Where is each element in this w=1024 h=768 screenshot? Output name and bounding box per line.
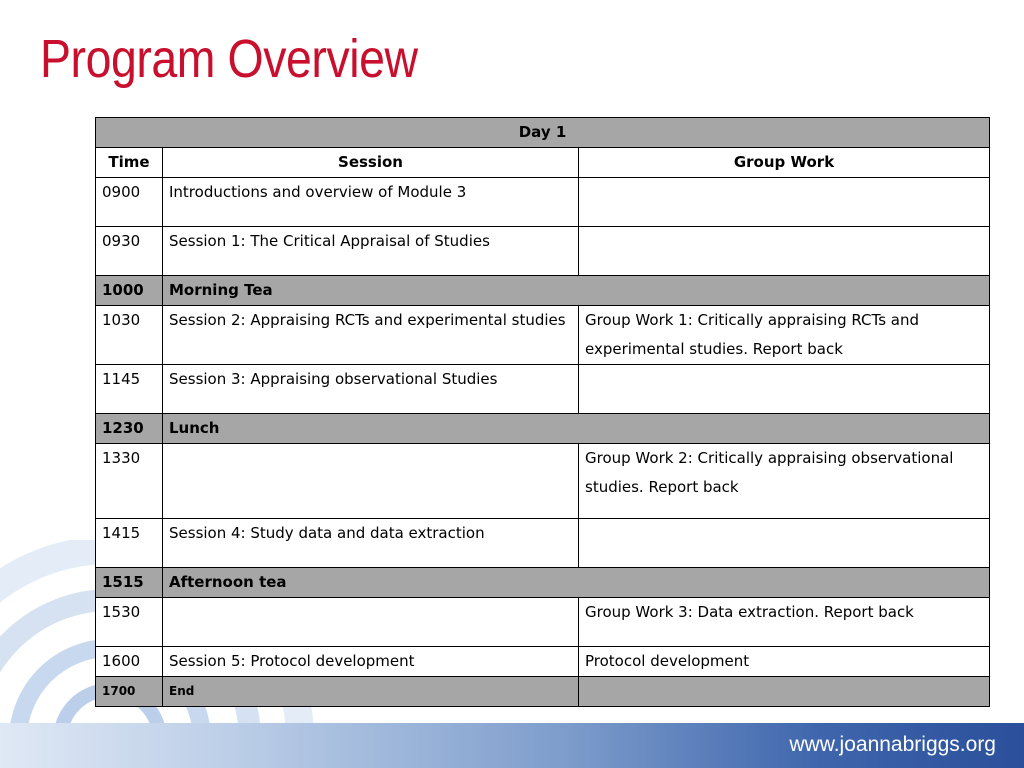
group-work-cell: Group Work 3: Data extraction. Report back — [579, 598, 990, 647]
time-cell: 1415 — [96, 519, 163, 568]
time-cell: 0930 — [96, 227, 163, 276]
break-label: Lunch — [163, 414, 990, 444]
column-header-row — [96, 148, 990, 178]
time-cell: 1700 — [96, 677, 163, 707]
group-work-cell — [579, 227, 990, 276]
time-cell: 1145 — [96, 365, 163, 414]
session-cell: Session 1: The Critical Appraisal of Studies — [163, 227, 579, 276]
session-cell — [163, 444, 579, 519]
group-work-cell: Protocol development — [579, 647, 990, 677]
break-row — [96, 414, 990, 444]
table-row — [96, 227, 990, 276]
table-row — [96, 647, 990, 677]
footer-bar — [0, 723, 1024, 768]
time-cell: 1230 — [96, 414, 163, 444]
table-row — [96, 598, 990, 647]
time-cell: 1030 — [96, 306, 163, 365]
footer-url: www.joannabriggs.org — [789, 733, 996, 756]
group-work-column-header: Group Work — [579, 148, 990, 178]
session-cell: End — [163, 677, 579, 707]
table-row — [96, 178, 990, 227]
break-label: Afternoon tea — [163, 568, 990, 598]
session-cell: Session 3: Appraising observational Studies — [163, 365, 579, 414]
table-row — [96, 444, 990, 519]
group-work-cell: Group Work 2: Critically appraising observational studies. Report back — [579, 444, 990, 519]
time-cell: 1330 — [96, 444, 163, 519]
time-column-header: Time — [96, 148, 163, 178]
break-row — [96, 276, 990, 306]
session-cell — [163, 598, 579, 647]
end-row — [96, 677, 990, 707]
session-cell: Session 2: Appraising RCTs and experimental studies — [163, 306, 579, 365]
program-table — [95, 117, 990, 707]
table-row — [96, 365, 990, 414]
break-label: Morning Tea — [163, 276, 990, 306]
group-work-cell — [579, 519, 990, 568]
group-work-cell — [579, 178, 990, 227]
session-cell: Introductions and overview of Module 3 — [163, 178, 579, 227]
table-row — [96, 306, 990, 365]
group-work-cell: Group Work 1: Critically appraising RCTs and experimental studies. Report back — [579, 306, 990, 365]
group-work-cell — [579, 365, 990, 414]
session-column-header: Session — [163, 148, 579, 178]
page-title: Program Overview — [40, 29, 418, 89]
time-cell: 0900 — [96, 178, 163, 227]
break-row — [96, 568, 990, 598]
session-cell: Session 4: Study data and data extraction — [163, 519, 579, 568]
day-label: Day 1 — [96, 118, 990, 148]
time-cell: 1000 — [96, 276, 163, 306]
time-cell: 1530 — [96, 598, 163, 647]
time-cell: 1515 — [96, 568, 163, 598]
session-cell: Session 5: Protocol development — [163, 647, 579, 677]
day-header-row — [96, 118, 990, 148]
group-work-cell — [579, 677, 990, 707]
table-row — [96, 519, 990, 568]
time-cell: 1600 — [96, 647, 163, 677]
